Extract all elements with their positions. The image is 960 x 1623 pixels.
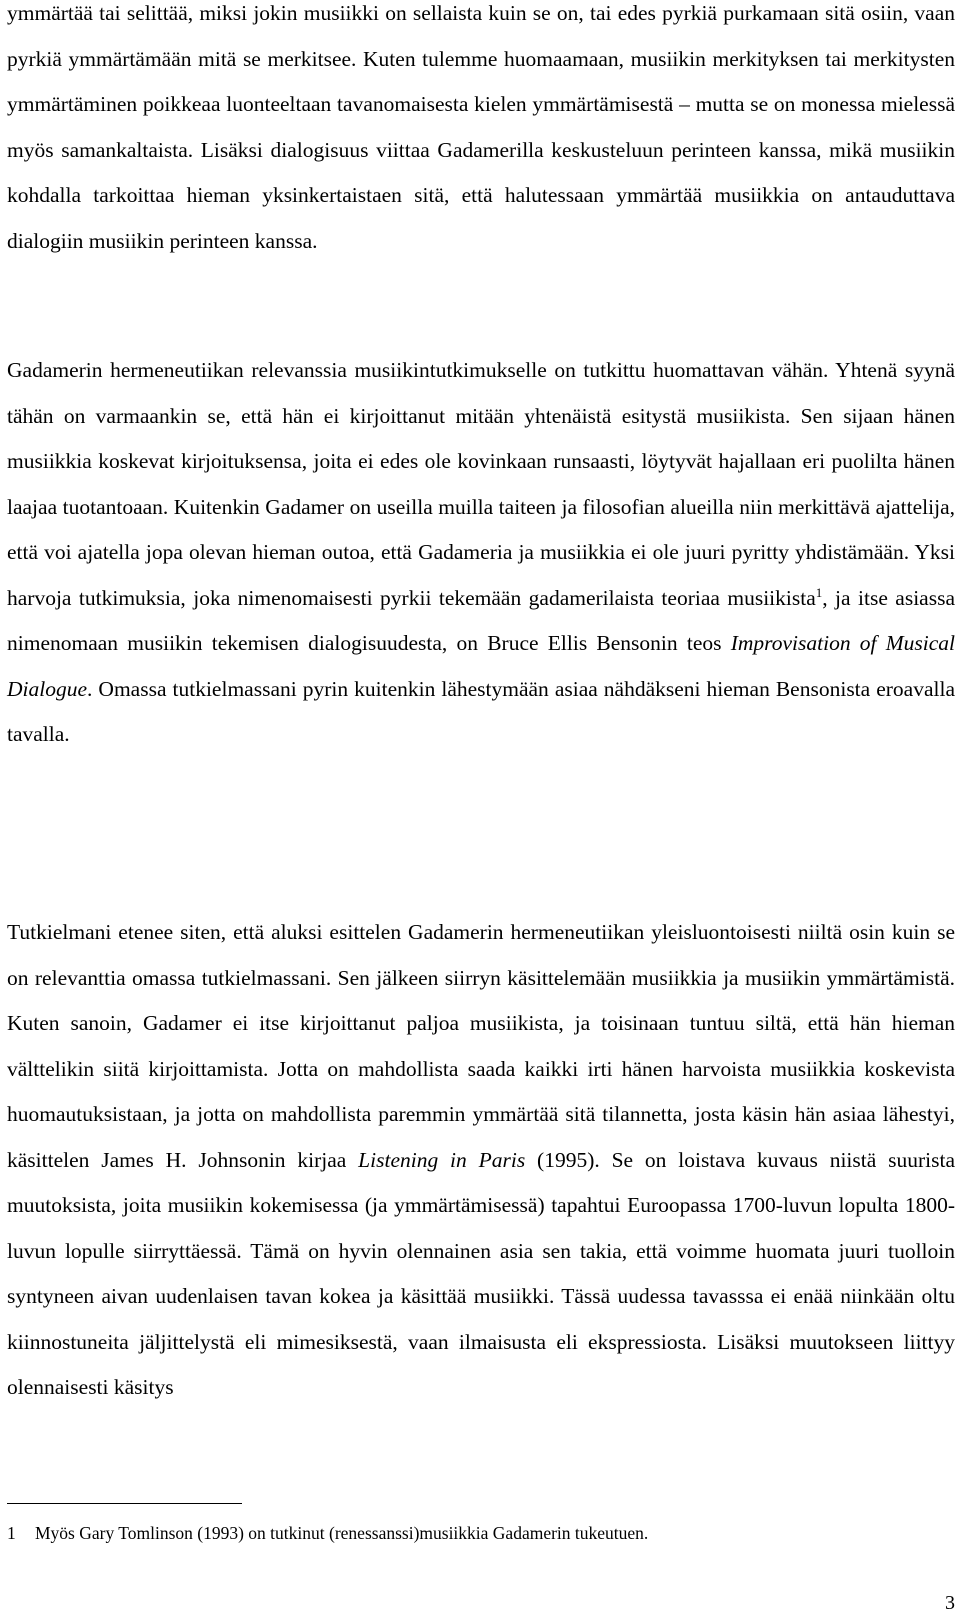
- paragraph-1-text: ymmärtää tai selittää, miksi jokin musiikki on sellaista kuin se on, tai edes pyrkiä purkamaan sitä osiin, vaan pyrkiä ymmärtämään mitä se merkitsee. Kuten tulemme huomaamaan, musiikin merkityksen tai merkitysten ymmärtäminen poikkeaa luonteeltaan tavanomaisesta kielen ymmärtämisestä – mutta se on monessa mielessä myös samankaltaista. Lisäksi dialogisuus viittaa Gadamerilla keskusteluun perinteen kanssa, mikä musiikin kohdalla tarkoittaa hieman yksinkertaistaen sitä, että halutessaan ymmärtää musiikkia on antauduttava dialogiin musiikin perinteen kanssa.: [7, 1, 955, 253]
- paragraph-3-text-a: Tutkielmani etenee siten, että aluksi esittelen Gadamerin hermeneutiikan yleisluontoisesti niiltä osin kuin se on relevanttia omassa tutkielmassani. Sen jälkeen siirryn käsittelemään musiikkia ja musiikin ymmärtämistä. Kuten sanoin, Gadamer ei itse kirjoittanut paljoa musiikista, ja toisinaan tuntuu siltä, että hän hieman välttelikin siitä kirjoittamista. Jotta on mahdollista saada kaikki irti hänen harvoista musiikkia koskevista huomautuksistaan, ja jotta on mahdollista paremmin ymmärtää sitä tilannetta, josta käsin hän asiaa lähestyi, käsittelen James H. Johnsonin kirjaa: [7, 920, 955, 1172]
- paragraph-2-text-b: , ja itse asiassa nimenomaan musiikin tekemisen dialogisuudesta, on Bruce Ellis Bensonin teos: [7, 585, 955, 655]
- footnote-separator: [7, 1503, 242, 1504]
- paragraph-2: [7, 348, 955, 758]
- paragraph-2-text-a: Gadamerin hermeneutiikan relevanssia musiikintutkimukselle on tutkittu huomattavan vähän. Yhtenä syynä tähän on varmaankin se, että hän ei kirjoittanut mitään yhtenäistä esitystä musiikista. Sen sijaan hänen musiikkia koskevat kirjoituksensa, joita ei edes ole kovinkaan runsaasti, löytyvät hajallaan eri puolilta hänen laajaa tuotantoaan. Kuitenkin Gadamer on useilla muilla taiteen ja filosofian alueilla niin merkittävä ajattelija, että voi ajatella jopa olevan hieman outoa, että Gadameria ja musiikkia ei ole juuri pyritty yhdistämään. Yksi harvoja tutkimuksia, joka nimenomaisesti pyrkii tekemään gadamerilaista teoriaa musiikista: [7, 358, 955, 610]
- footnote-text: Myös Gary Tomlinson (1993) on tutkinut (renessanssi)musiikkia Gadamerin tukeutuen.: [35, 1523, 649, 1543]
- footnote: [7, 1522, 947, 1544]
- book-title-italic: Listening in Paris: [358, 1147, 526, 1172]
- footnote-number: 1: [7, 1523, 16, 1543]
- paragraph-2-text-c: . Omassa tutkielmassani pyrin kuitenkin lähestymään asiaa nähdäkseni hieman Bensonista eroavalla tavalla.: [7, 676, 955, 746]
- paragraph-3: [7, 910, 955, 1411]
- page-number: 3: [945, 1592, 955, 1614]
- footnote-reference[interactable]: 1: [815, 584, 823, 600]
- book-title-italic: Improvisation of Musical Dialogue: [7, 631, 956, 701]
- paragraph-1: [7, 0, 955, 264]
- paragraph-3-text-b: (1995). Se on loistava kuvaus niistä suurista muutoksista, joita musiikin kokemisessa (ja ymmärtämisessä) tapahtui Euroopassa 1700-luvun lopulta 1800-luvun lopulle siirryttäessä. Tämä on hyvin olennainen asia sen takia, että voimme huomata juuri tuolloin syntyneen aivan uudenlaisen tavan kokea ja käsittää musiikki. Tässä uudessa tavasssa ei enää niinkään oltu kiinnostuneita jäljittelystä eli mimesiksestä, vaan ilmaisusta eli ekspressiosta. Lisäksi muutokseen liittyy olennaisesti käsitys: [7, 1147, 955, 1399]
